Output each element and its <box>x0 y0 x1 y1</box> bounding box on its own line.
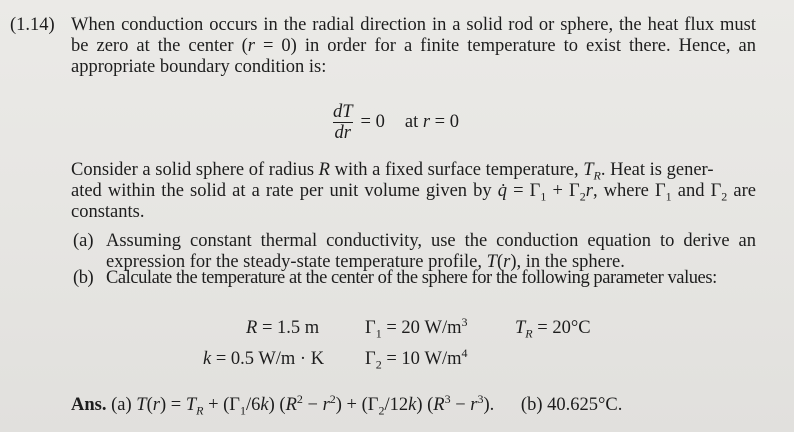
param-gamma1: $\Gamma_1 = 20$ $W/m^3$ <box>365 314 468 341</box>
part-a <box>73 231 756 273</box>
boundary-condition-equation <box>331 99 459 145</box>
answer-label: Ans. <box>71 395 107 415</box>
part-b <box>73 268 756 289</box>
equation-rhs: = 0 <box>360 111 385 132</box>
part-a-text: Assuming constant thermal conductivity, use the conduction equation to derive an expression for the steady-state temperature profile, T(r), in the sphere. <box>106 231 756 272</box>
answer-line <box>71 391 623 418</box>
answer-part-b: (b) 40.625°C. <box>520 395 623 415</box>
part-b-label: (b) <box>73 268 94 288</box>
problem-intro: When conduction occurs in the radial direction in a solid rod or sphere, the heat flux must be zero at the center (r = 0) in order for a finite temperature to exist there. Hence, an appropriate boundary condition is: <box>71 15 756 77</box>
fraction-denominator: dr <box>334 122 351 143</box>
problem-setup: Consider a solid sphere of radius R with a fixed surface temperature, $T_R$. Heat is gener- ated within the solid at a rate per unit volume given by q̇ = $\Gamma_1 + \Gamma_2r$, where $\Gamma_1$ and $\Gamma_2$ are constants. <box>71 160 756 222</box>
answer-part-a: (a) $T(r) = T_R + (\Gamma_1/6k) (R^2 - r^2) + (\Gamma_2/12k) (R^3 - r^3)$. <box>111 391 495 418</box>
problem-number: (1.14) <box>10 15 55 35</box>
equation-condition: at r = 0 <box>404 111 459 132</box>
derivative-fraction <box>331 102 355 143</box>
param-conductivity: k = 0.5 W/m · K <box>203 349 325 369</box>
part-a-label: (a) <box>73 231 94 251</box>
param-radius: R = 1.5 m <box>246 318 320 338</box>
param-surface-temperature: $T_R = 20^\circ C$ <box>515 318 591 341</box>
param-gamma2: $\Gamma_2 = 10$ $W/m^4$ <box>365 345 468 372</box>
fraction-numerator: dT <box>333 101 353 122</box>
part-b-text: Calculate the temperature at the center of the sphere for the following parameter values: <box>106 268 717 288</box>
